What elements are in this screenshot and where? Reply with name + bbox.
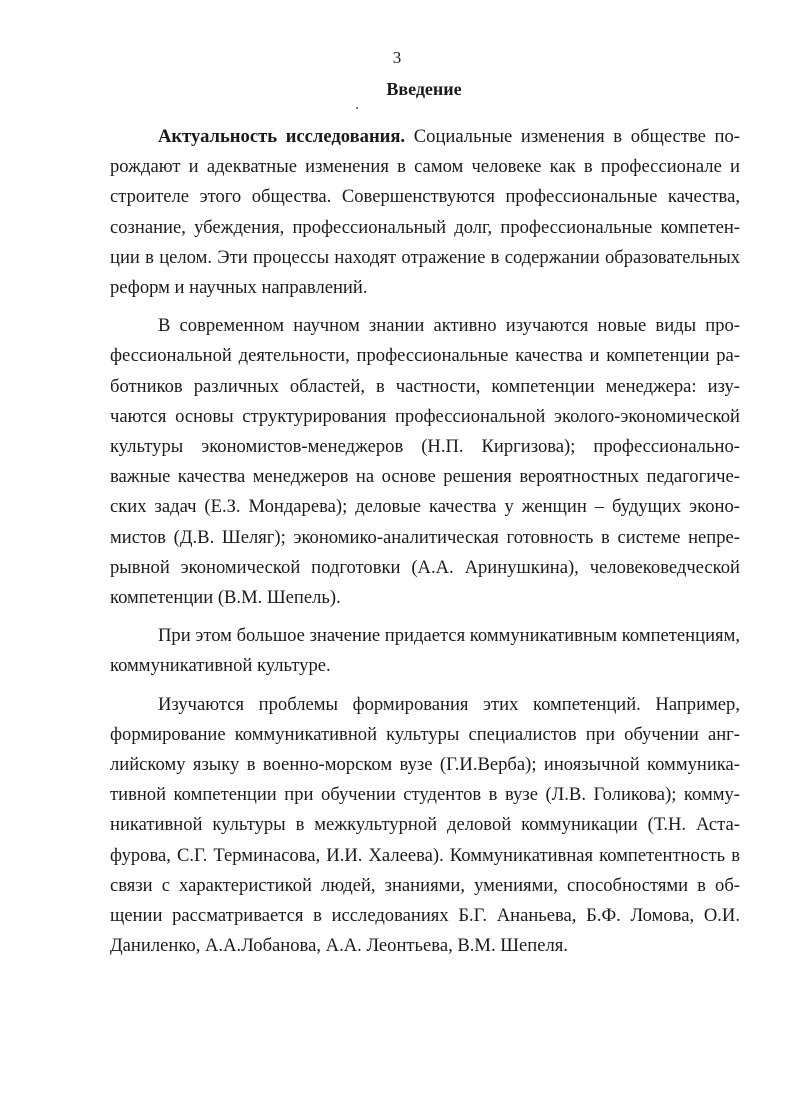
scan-speck (356, 107, 358, 109)
paragraph-research-overview: В современном научном знании активно изучаются новые виды профессиональной деятельности, профессиональные качества и компетенции работников различных областей, в частности, компетенции менеджера: изучаются основы структурирования профессиональной эколого-экономической культуры экономистов-менеджеров (Н.П. Киргизова); профессионально-важные качества менеджеров на основе решения вероятностных педагогических задач (Е.З. Мондарева); деловые качества у женщин – будущих экономистов (Д.В. Шеляг); экономико-аналитическая готовность в системе непрерывной экономической подготовки (А.А. Аринушкина), человековедческой компетенции (В.М. Шепель). (110, 315, 740, 609)
paragraph-text: Социальные изменения в обществе порождают и адекватные изменения в самом человеке как в профессионале и строителе этого общества. Совершенствуются профессиональные качества, сознание, убеждения, профессиональный долг, профессиональные компетенции в целом. Эти процессы находят отражение в содержании образовательных реформ и научных направлений. (110, 126, 740, 299)
paragraph-relevance (110, 122, 740, 303)
paragraph-lead: Актуальность исследования. (158, 126, 406, 147)
section-heading: Введение (386, 79, 462, 99)
body-text (110, 122, 740, 969)
page-number: 3 (392, 48, 402, 67)
paragraph-formation-problems: Изучаются проблемы формирования этих компетенций. Например, формирование коммуникативной культуры специалистов при обучении английскому языку в военно-морском вузе (Г.И.Верба); иноязычной коммуникативной компетенции при обучении студентов в вузе (Л.В. Голикова); коммуникативной культуры в межкультурной деловой коммуникации (Т.Н. Астафурова, С.Г. Терминасова, И.И. Халеева). Коммуникативная компетентность в связи с характеристикой людей, знаниями, умениями, способностями в общении рассматривается в исследованиях Б.Г. Ананьева, Б.Ф. Ломова, О.И. Даниленко, А.А.Лобанова, А.А. Леонтьева, В.М. Шепеля. (110, 693, 740, 957)
paragraph-communicative-importance: При этом большое значение придается коммуникативным компетенциям, коммуникативной культуре. (110, 625, 740, 677)
